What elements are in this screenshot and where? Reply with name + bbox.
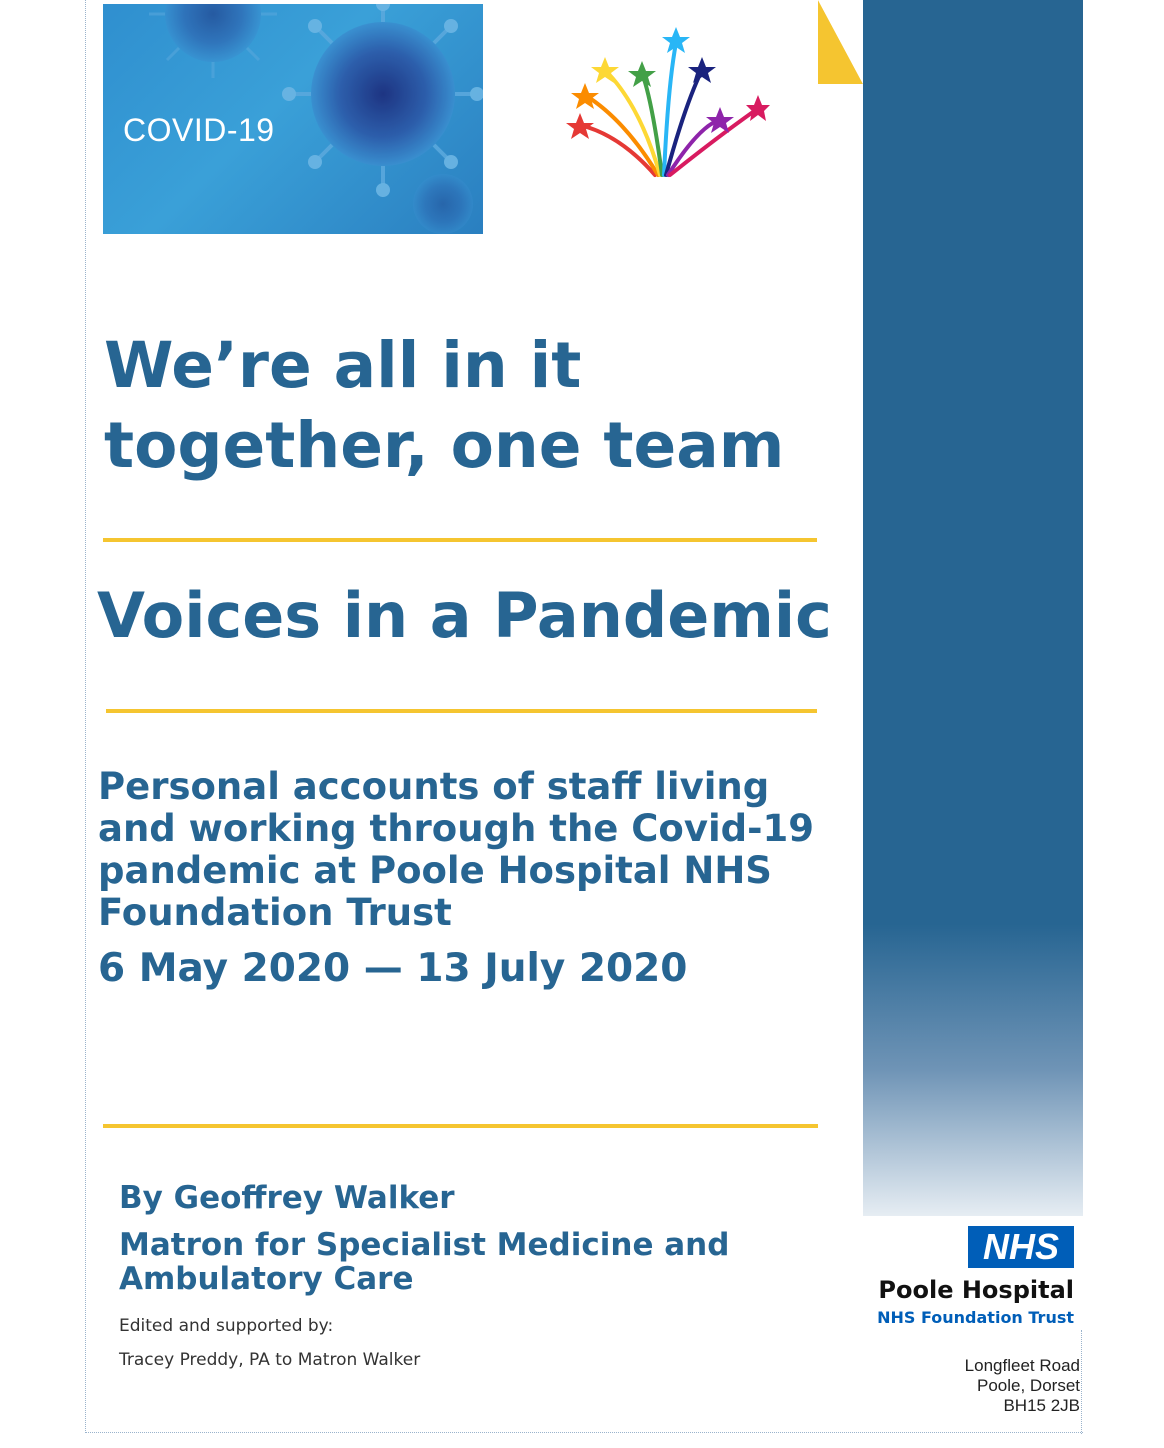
editor-credit: Tracey Preddy, PA to Matron Walker (119, 1350, 421, 1370)
divider-rule (106, 709, 817, 713)
page-corner-fold (818, 0, 863, 84)
main-title-line-2: together, one team (104, 409, 785, 482)
main-title-line-1: We’re all in it (104, 329, 582, 402)
edited-label: Edited and supported by: (119, 1316, 334, 1336)
covid-banner (103, 4, 483, 234)
address-line: Longfleet Road (964, 1356, 1080, 1375)
address-border (1081, 1330, 1083, 1434)
address-line: BH15 2JB (1003, 1396, 1080, 1415)
address (920, 1356, 1080, 1416)
divider-rule (103, 1124, 818, 1128)
author-name: By Geoffrey Walker (119, 1180, 455, 1216)
hospital-name: Poole Hospital (878, 1276, 1074, 1304)
main-title (104, 326, 824, 486)
subtitle: Voices in a Pandemic (97, 579, 832, 652)
divider-rule (103, 538, 817, 542)
author-role: Matron for Specialist Medicine and Ambulatory Care (119, 1227, 730, 1297)
description: Personal accounts of staff living and working through the Covid-19 pandemic at Poole Hospital NHS Foundation Trust (98, 765, 814, 934)
nhs-logo: NHS (968, 1226, 1074, 1268)
date-range: 6 May 2020 — 13 July 2020 (98, 946, 688, 991)
side-color-bar (863, 0, 1083, 1216)
hospital-trust: NHS Foundation Trust (877, 1308, 1074, 1327)
fireworks-icon (560, 25, 770, 185)
address-line: Poole, Dorset (977, 1376, 1080, 1395)
covid-label: COVID-19 (123, 112, 275, 148)
